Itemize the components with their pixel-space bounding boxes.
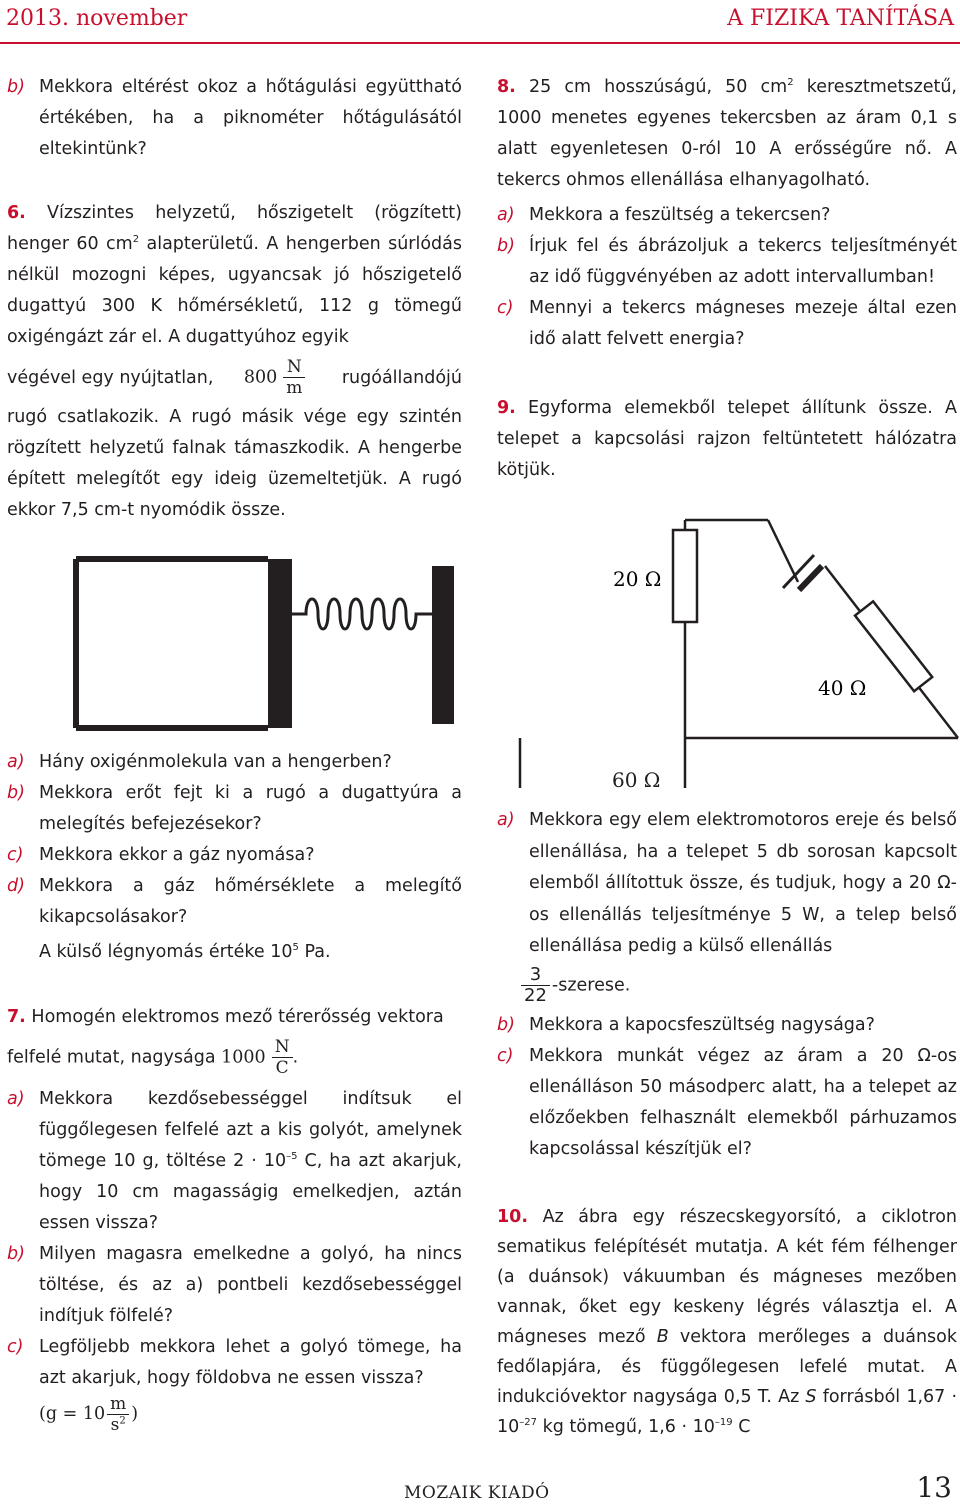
question-8 [497, 72, 957, 355]
q9-text: Egyforma elemekből telepet állítunk össze. A telepet a kapcsolási rajzon feltüntetett hálózatra kötjük. [497, 398, 957, 480]
item-label: c) [7, 1337, 24, 1357]
q10-text: forrásból 1,67 · 10 [497, 1387, 958, 1437]
spring [292, 599, 432, 629]
q7-text: felfelé mutat, nagysága [7, 1047, 216, 1068]
superscript: –5 [286, 1151, 298, 1163]
q10-text: Az ábra egy részecskegyorsító, a ciklotron sematikus felépítését mutatja. A két fém félhenger (a duánsok) vákuumban és mágneses mezőben vannak, őket egy keskeny légrés választja el. A mágneses mező [497, 1207, 957, 1347]
q7-text: Homogén elektromos mező térerősség vektora [31, 1007, 444, 1027]
page-number: 13 [916, 1471, 952, 1504]
superscript: 5 [292, 942, 299, 954]
item-label: c) [497, 1045, 514, 1066]
item-text: Mekkora kezdősebességgel indítsuk el függőlegesen felfelé azt a kis golyót, amelynek tömege 10 g, töltése 2 · 10 [39, 1089, 462, 1171]
question-number: 9. [497, 398, 516, 418]
item-label: a) [497, 810, 515, 830]
q10-text: vektora merőleges a duánsok fedőlapjára, és függőlegesen lefelé mutat. A indukcióvektor nagysága 0,5 T. Az [497, 1327, 957, 1407]
superscript: 2 [132, 234, 140, 246]
header-journal-title: A FIZIKA TANÍTÁSA [727, 6, 954, 31]
header-rule [0, 42, 960, 44]
question-7: 7. Homogén elektromos mező térerősség vektora felfelé mutat, nagysága 1000 $\frac{N}{C}$ . a) Mekkora kezdősebességgel indítsuk el függőlegesen felfelé azt a kis golyót, amelynek tömege 10 g, töltése $2 \cdot 10^{-5}$ C, ha azt akarjuk, hogy 10 cm magasságig emelkedjen, aztán essen vissza? b) Milyen magasra emelkedne a golyó, ha nincs töltése, és az a) pontbeli kezdősebességgel indítjuk fölfelé? c) Legföljebb mekkora lehet a golyó tömege, ha azt akarjuk, hogy földobva ne essen vissza? (g = 10 $\frac{m}{s^2}$ ) [7, 1007, 462, 1435]
unit-fraction [107, 1394, 129, 1435]
fixed-wall [432, 566, 454, 724]
resistor-40-label: 40 Ω [818, 676, 867, 700]
item-text: Mekkora a gáz hőmérséklete a melegítő kikapcsolásakor? [39, 876, 462, 927]
unit-fraction [272, 1037, 293, 1078]
item-text: Mekkora a kapocsfeszültség nagysága? [529, 1014, 875, 1035]
fraction-denominator: m [286, 378, 303, 398]
q6-text: rugó csatlakozik. A rugó másik vége egy szintén rögzített helyzetű falnak támaszkodik. A hengerbe épített melegítőt egy ideig üzemeltetjük. A rugó ekkor 7,5 cm-t nyomódik össze. [7, 407, 462, 520]
item-label: d) [7, 876, 25, 896]
gravity-text: ) [131, 1404, 139, 1424]
fraction-numerator: N [283, 357, 305, 378]
piston-spring-figure [70, 556, 460, 734]
item-text: Mekkora munkát végez az áram a 20 Ω-os ellenálláson 50 másodperc alatt, ha a telepet az előzőekben felhasznált elemekből párhuzamos kapcsolással készítjük el? [529, 1045, 957, 1159]
header-date: 2013. november [6, 6, 188, 31]
circuit-diagram [500, 500, 960, 800]
fraction-denominator: C [275, 1058, 289, 1078]
item-label: a) [497, 205, 515, 225]
question-9 [497, 393, 957, 486]
item-text: Legföljebb mekkora lehet a golyó tömege, ha azt akarjuk, hogy földobva ne essen vissza? [39, 1337, 462, 1388]
item-label: a) [7, 1089, 25, 1109]
fraction-numerator: m [107, 1394, 129, 1415]
q8-text: 25 cm hosszúságú, 50 cm [528, 77, 788, 97]
battery-short-plate [799, 566, 822, 590]
superscript: 2 [119, 1415, 126, 1427]
question-number: 6. [7, 203, 26, 223]
item-text: C, ha azt akarjuk, hogy 10 cm magasságig emelkedjen, aztán essen vissza? [39, 1151, 462, 1233]
q6-text: Vízszintes helyzetű, hőszigetelt (rögzített) henger 60 cm [7, 203, 462, 254]
fraction-numerator: 3 [521, 965, 550, 986]
item-text: Hány oxigénmolekula van a hengerben? [39, 752, 392, 772]
question-number: 8. [497, 77, 516, 97]
item-label: b) [497, 1014, 515, 1035]
item-text: Milyen magasra emelkedne a golyó, ha nincs töltése, és az a) pontbeli kezdősebességgel indítjuk fölfelé? [39, 1244, 462, 1326]
item-text: Mekkora erőt fejt ki a rugó a dugattyúra a melegítés befejezésekor? [39, 783, 462, 834]
unit-fraction [283, 357, 305, 398]
fraction-denominator: s [110, 1415, 120, 1435]
item-label: b) [7, 1244, 25, 1264]
question-10 [497, 1202, 957, 1442]
q6-text: rugóállandójú [341, 367, 462, 388]
question-6-subitems [7, 747, 462, 968]
item-label: b) [7, 77, 25, 97]
pressure-text: A külső légnyomás értéke 10 [39, 942, 293, 962]
q10-symbol: S [805, 1387, 817, 1407]
item-text: -szerese. [551, 975, 631, 995]
superscript: 2 [787, 77, 794, 89]
item-label: b) [7, 783, 25, 803]
item-text: Mekkora ekkor a gáz nyomása? [39, 845, 315, 865]
question-9-subitems [497, 805, 957, 1165]
q10-text: kg tömegű, 1,6 · 10 [537, 1417, 715, 1437]
pressure-text: Pa. [298, 942, 331, 962]
cylinder-wall [76, 559, 268, 728]
question-number: 10. [497, 1207, 529, 1227]
question-6 [7, 198, 462, 526]
fraction-numerator: N [272, 1037, 293, 1058]
gravity-text: (g = 10 [39, 1404, 106, 1424]
q6-text: végével egy nyújtatlan, [7, 367, 214, 388]
resistor-60-label: 60 Ω [612, 768, 661, 792]
spring-constant-value: 800 [243, 367, 278, 388]
item-label: b) [497, 236, 515, 256]
question-5b [7, 72, 462, 165]
q6-text: alapterületű. A hengerben súrlódás nélkül mozogni képes, ugyancsak jó hőszigetelő dugattyú 300 K hőmérsékletű, 112 g tömegű oxigéngázt zár el. A dugattyúhoz egyik [7, 234, 462, 347]
fraction-denominator: 22 [524, 984, 547, 1006]
item-text: Mekkora eltérést okoz a hőtágulási együttható értékében, ha a piknométer hőtágulásától eltekintünk? [39, 77, 462, 159]
item-label: c) [497, 298, 514, 318]
piston [268, 559, 292, 728]
superscript: –19 [714, 1417, 733, 1429]
resistor-20-ohm [673, 530, 697, 622]
item-label: a) [7, 752, 25, 772]
item-text: Mennyi a tekercs mágneses mezeje által ezen idő alatt felvett energia? [529, 298, 957, 349]
q10-text: C [732, 1417, 751, 1437]
item-text: Mekkora egy elem elektromotoros ereje és belső ellenállása, ha a telepet 5 db sorosan kapcsolt elemből állítottuk össze, és tudjuk, hogy a 20 Ω-os ellenállás teljesítménye 5 W, a telep belső ellenállása pedig a külső ellenállás [529, 810, 957, 956]
wire-to-battery [768, 520, 798, 582]
fraction [521, 965, 550, 1006]
q8-text: keresztmetszetű, 1000 menetes egyenes tekercsben az áram 0,1 s alatt egyenletesen 0-ról 10 A erősségűre nő. A tekercs ohmos ellenállása elhanyagolható. [497, 77, 957, 190]
item-label: c) [7, 845, 24, 865]
field-strength-value: 1000 [221, 1047, 266, 1068]
resistor-40-ohm [855, 601, 932, 691]
resistor-20-label: 20 Ω [613, 567, 662, 591]
superscript: –27 [519, 1417, 538, 1429]
question-number: 7. [7, 1007, 26, 1027]
footer-publisher: MOZAIK KIADÓ [404, 1483, 550, 1503]
item-text: Mekkora a feszültség a tekercsen? [529, 205, 831, 225]
q10-symbol: B [656, 1327, 669, 1347]
item-text: Írjuk fel és ábrázoljuk a tekercs teljesítményét az idő függvényében az adott intervallumban! [529, 236, 957, 287]
